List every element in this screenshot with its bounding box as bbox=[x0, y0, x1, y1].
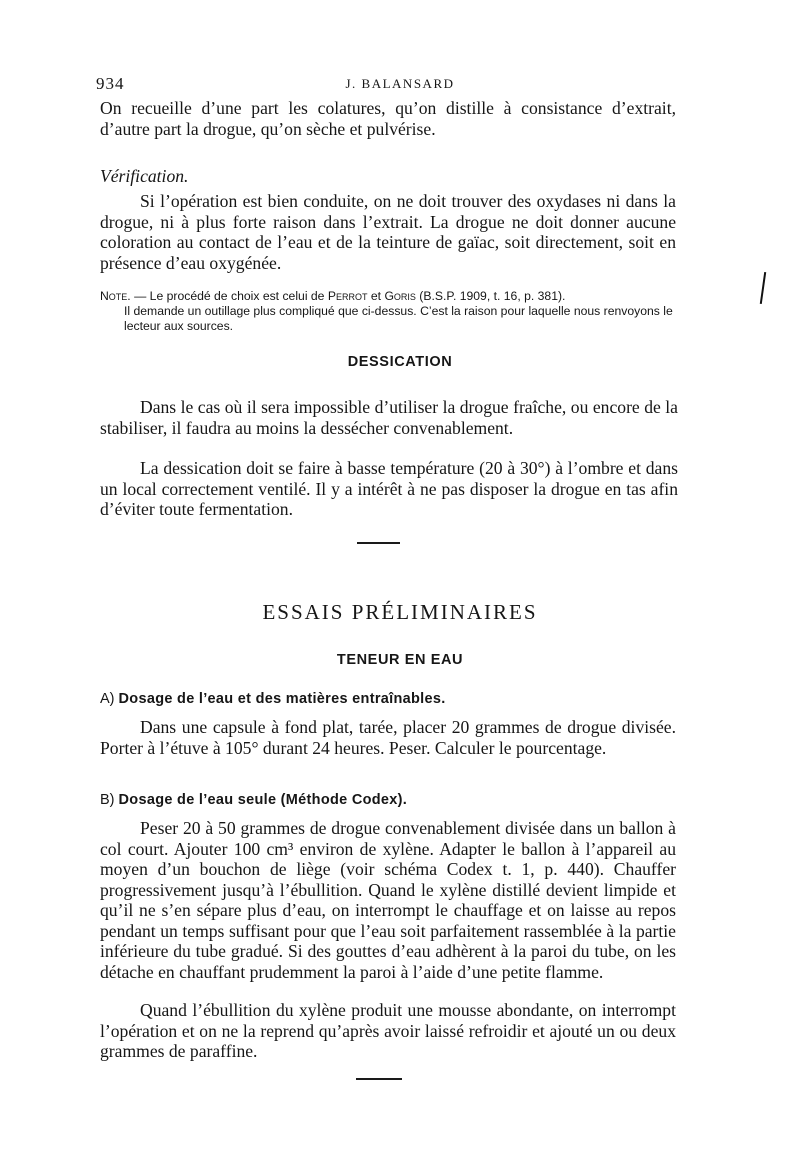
page-number: 934 bbox=[96, 74, 125, 93]
section-b-paragraph-2: Quand l’ébullition du xylène produit une mousse abondante, on interrompt l’opération et on ne la reprend qu’après avoir laissé refroidir et ajouté un ou deux grammes de paraffine. bbox=[100, 1000, 676, 1061]
note-continuation: Il demande un outillage plus compliqué que ci-dessus. C’est la raison pour laquelle nous renvoyons le lecteur aux sources. bbox=[124, 304, 673, 333]
running-header-author: J. BALANSARD bbox=[345, 76, 455, 91]
verification-heading: Vérification. bbox=[100, 166, 189, 186]
intro-paragraph: On recueille d’une part les colatures, qu’on distille à consistance d’extrait, d’autre part la drogue, qu’on sèche et pulvérise. bbox=[100, 98, 676, 139]
note-author-perrot: Perrot bbox=[327, 289, 368, 303]
end-divider-rule bbox=[356, 1078, 402, 1080]
section-b-letter: B) bbox=[100, 792, 115, 808]
section-a-title: Dosage de l’eau et des matières entraînables. bbox=[118, 691, 446, 707]
note-lead: Note. bbox=[100, 289, 131, 303]
note-paragraph: Note. — Le procédé de choix est celui de Perrot et Goris (B.S.P. 1909, t. 16, p. 381). Il demande un outillage plus compliqué que ci-dessus. C’est la raison pour laquelle nous renvoyons le lecteur aux sources. bbox=[100, 289, 676, 334]
section-b-title: Dosage de l’eau seule (Méthode Codex). bbox=[118, 792, 408, 808]
section-a-heading bbox=[100, 691, 446, 707]
dessication-heading: DESSICATION bbox=[347, 354, 453, 370]
section-b-paragraph-1: Peser 20 à 50 grammes de drogue convenablement divisée dans un ballon à col court. Ajouter 100 cm³ environ de xylène. Adapter le ballon à l’appareil au moyen d’un bouchon de liège (voir schéma Codex t. 1, p. 440). Chauffer progressivement jusqu’à l’ébullition. Quand le xylène distillé devient limpide et qu’il ne s’en sépare plus d’eau, on interrompt le chauffage et on laisse au repos pendant un temps suffisant pour que l’eau soit parfaitement rassemblée à la partie inférieure du tube gradué. Si des gouttes d’eau adhèrent à la paroi du tube, on les détache en chauffant prudemment la paroi à l’aide d’une petite flamme. bbox=[100, 818, 676, 982]
margin-mark bbox=[760, 272, 766, 304]
note-author-goris: Goris bbox=[384, 289, 416, 303]
section-a-letter: A) bbox=[100, 691, 115, 707]
dessication-paragraph-1: Dans le cas où il sera impossible d’utiliser la drogue fraîche, ou encore de la stabiliser, il faudra au moins la dessécher convenablement. bbox=[100, 397, 678, 438]
teneur-heading: TENEUR EN EAU bbox=[336, 652, 464, 668]
verification-paragraph: Si l’opération est bien conduite, on ne doit trouver des oxydases ni dans la drogue, ni à plus forte raison dans l’extrait. La drogue ne doit donner aucune coloration au contact de l’eau et de la teinture de gaïac, soit directement, soit en présence d’eau oxygénée. bbox=[100, 191, 676, 273]
section-divider-rule bbox=[357, 542, 400, 544]
essais-heading: ESSAIS PRÉLIMINAIRES bbox=[262, 600, 538, 624]
dessication-paragraph-2: La dessication doit se faire à basse température (20 à 30°) à l’ombre et dans un local correctement ventilé. Il y a intérêt à ne pas disposer la drogue en tas afin d’éviter toute fermentation. bbox=[100, 458, 678, 519]
section-b-heading bbox=[100, 792, 407, 808]
section-a-paragraph: Dans une capsule à fond plat, tarée, placer 20 grammes de drogue divisée. Porter à l’étuve à 105° durant 24 heures. Peser. Calculer le pourcentage. bbox=[100, 717, 676, 758]
